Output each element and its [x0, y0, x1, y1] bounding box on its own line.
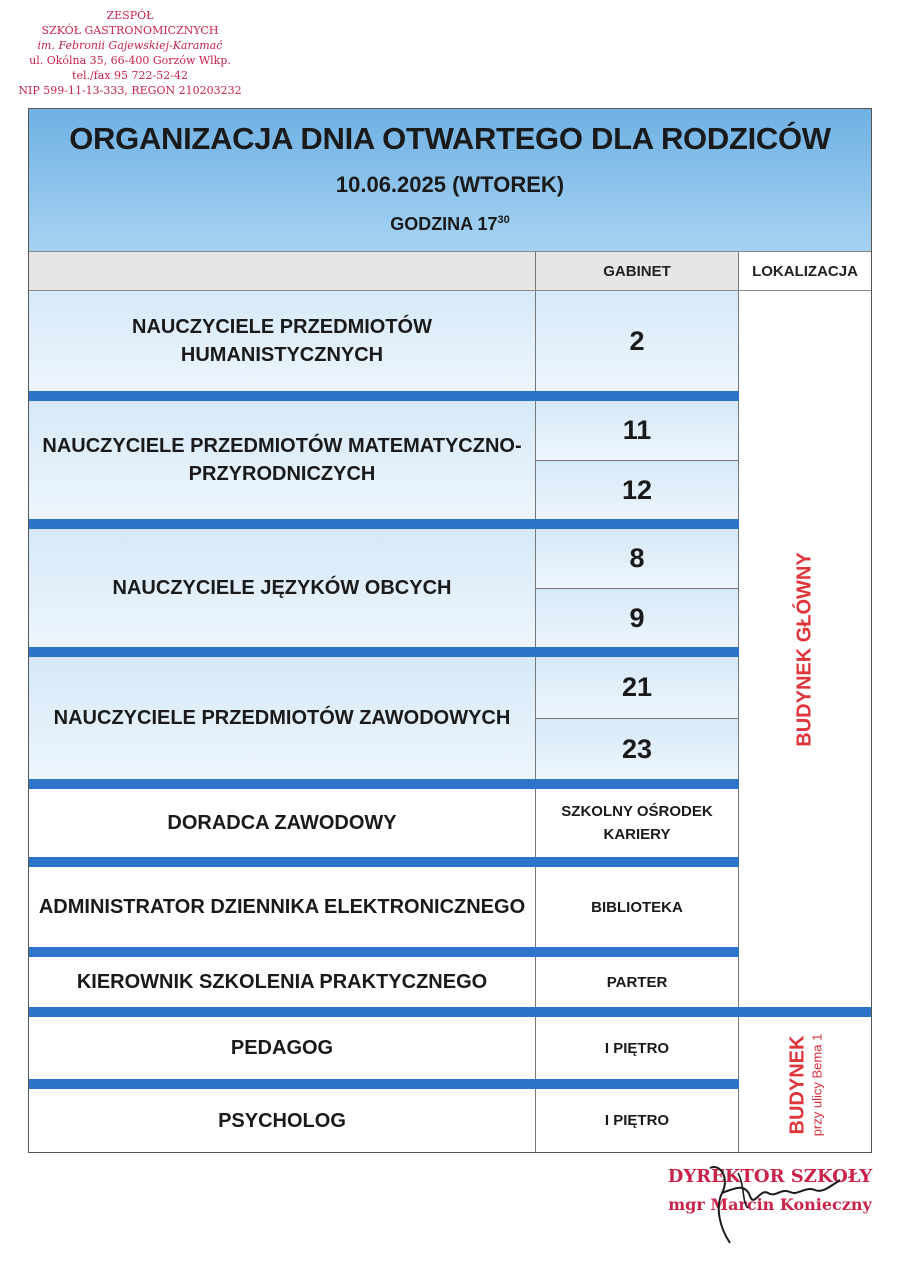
row-label-vocational: NAUCZYCIELE PRZEDMIOTÓW ZAWODOWYCH: [29, 657, 536, 779]
room-cell: 11: [536, 401, 739, 460]
room-cell: 8: [536, 529, 739, 588]
location-second-building: [739, 1017, 871, 1152]
stamp-line: ZESPÓŁ: [106, 9, 154, 22]
column-header-room: GABINET: [536, 251, 739, 291]
director-title: DYREKTOR SZKOŁY: [667, 1166, 873, 1187]
location-main-label: BUDYNEK GŁÓWNY: [793, 551, 816, 747]
stamp-line: NIP 599-11-13-333, REGON 210203232: [18, 84, 242, 97]
row-label-pedagogue: PEDAGOG: [29, 1017, 536, 1079]
row-separator: [29, 779, 739, 789]
row-label-psychologist: PSYCHOLOG: [29, 1089, 536, 1152]
row-label-e-register-admin: ADMINISTRATOR DZIENNIKA ELEKTRONICZNEGO: [29, 867, 536, 947]
room-cell: 23: [536, 718, 739, 779]
row-separator: [29, 1007, 871, 1017]
handwritten-signature-icon: [690, 1158, 850, 1248]
row-label-languages: NAUCZYCIELE JĘZYKÓW OBCYCH: [29, 529, 536, 647]
row-label-humanities: NAUCZYCIELE PRZEDMIOTÓW HUMANISTYCZNYCH: [29, 291, 536, 391]
director-name: mgr Marcin Konieczny: [668, 1195, 872, 1214]
location-second-label: BUDYNEK: [786, 1035, 808, 1134]
room-cell: 12: [536, 460, 739, 519]
stamp-line: ul. Okólna 35, 66-400 Gorzów Wlkp.: [29, 54, 231, 67]
school-stamp: [10, 8, 250, 98]
row-label-practical-training-head: KIEROWNIK SZKOLENIA PRAKTYCZNEGO: [29, 957, 536, 1007]
row-separator: [29, 1079, 739, 1089]
column-header-blank: [29, 251, 536, 291]
room-cell: SZKOLNY OŚRODEK KARIERY: [536, 789, 739, 857]
page-title: ORGANIZACJA DNIA OTWARTEGO DLA RODZICÓW: [69, 121, 831, 156]
room-cell: 2: [536, 291, 739, 391]
column-header-location: LOKALIZACJA: [739, 251, 871, 291]
event-date: 10.06.2025 (WTOREK): [335, 172, 565, 197]
table-header: [29, 109, 871, 251]
schedule-table: [28, 108, 872, 1153]
location-second-address: przy ulicy Bema 1: [809, 1033, 824, 1136]
room-cell: BIBLIOTEKA: [536, 867, 739, 947]
room-cell: 21: [536, 657, 739, 718]
row-label-math-science: NAUCZYCIELE PRZEDMIOTÓW MATEMATYCZNO-PRZYRODNICZYCH: [29, 401, 536, 519]
row-separator: [29, 947, 739, 957]
room-cell: PARTER: [536, 957, 739, 1007]
row-separator: [29, 391, 739, 401]
location-main-building: [739, 291, 871, 1007]
room-cell: I PIĘTRO: [536, 1089, 739, 1152]
row-label-career-advisor: DORADCA ZAWODOWY: [29, 789, 536, 857]
row-separator: [29, 519, 739, 529]
row-separator: [29, 647, 739, 657]
room-cell: I PIĘTRO: [536, 1017, 739, 1079]
stamp-line: SZKÓŁ GASTRONOMICZNYCH: [41, 24, 219, 37]
event-time: GODZINA $17^{30}$: [390, 214, 510, 234]
room-cell: 9: [536, 588, 739, 647]
row-separator: [29, 857, 739, 867]
stamp-line: im. Febronii Gajewskiej-Karamać: [37, 39, 223, 52]
stamp-line: tel./fax 95 722-52-42: [72, 69, 188, 82]
